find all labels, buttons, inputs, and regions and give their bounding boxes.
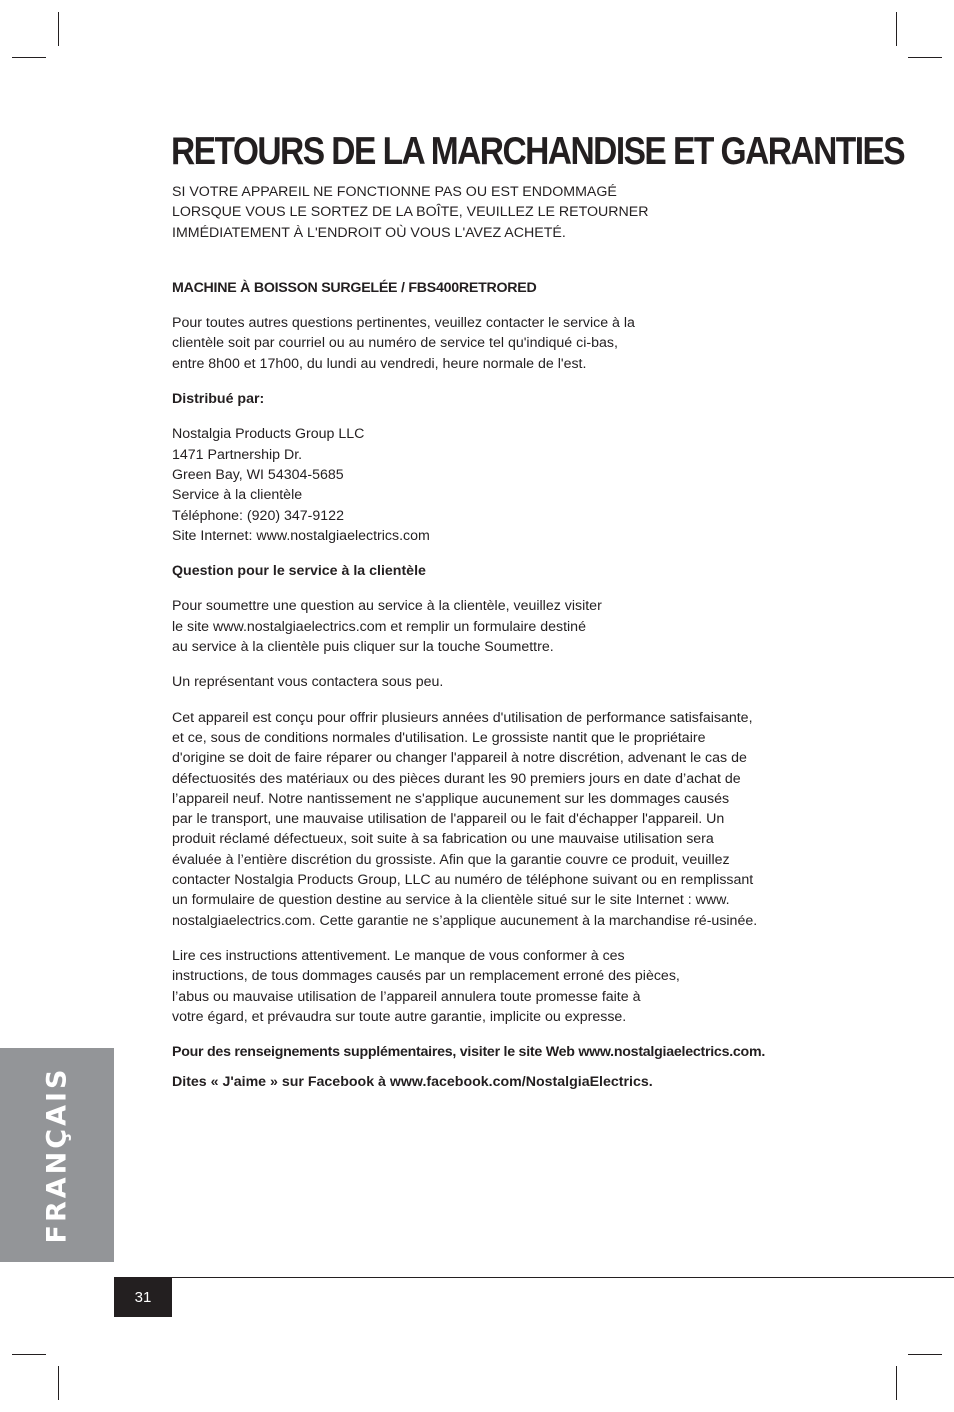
contact-line: clientèle soit par courriel ou au numéro de service tel qu'indiqué ci-bas, xyxy=(172,335,618,352)
question-line: le site www.nostalgiaelectrics.com et remplir un formulaire destiné xyxy=(172,618,586,635)
crop-mark xyxy=(12,57,46,58)
warranty-line: l’appareil neuf. Notre nantissement ne s'applique aucunement sur les dommages causés xyxy=(172,790,730,807)
intro-line: SI VOTRE APPAREIL NE FONCTIONNE PAS OU EST ENDOMMAGÉ xyxy=(172,184,617,200)
address-line: Green Bay, WI 54304-5685 xyxy=(172,466,344,483)
crop-mark xyxy=(896,1366,897,1400)
more-info-line: Pour des renseignements supplémentaires, visiter le site Web www.nostalgiaelectrics.com. xyxy=(172,1044,766,1061)
contact-line: entre 8h00 et 17h00, du lundi au vendredi, heure normale de l'est. xyxy=(172,355,587,372)
address-block xyxy=(172,424,832,546)
language-tab-label: FRANÇAIS xyxy=(41,1066,73,1244)
warranty-line: contacter Nostalgia Products Group, LLC au numéro de téléphone suivant ou en remplissant xyxy=(172,872,754,889)
instructions-line: Lire ces instructions attentivement. Le manque de vous conformer à ces xyxy=(172,947,625,964)
warranty-line: défectuosités des matériaux ou des pièces durant les 90 premiers jours en date d’achat de xyxy=(172,770,741,787)
crop-mark xyxy=(908,1354,942,1355)
crop-mark xyxy=(896,12,897,46)
address-line: Site Internet: www.nostalgiaelectrics.com xyxy=(172,527,430,544)
question-line: au service à la clientèle puis cliquer sur la touche Soumettre. xyxy=(172,639,554,656)
page-number: 31 xyxy=(114,1278,172,1317)
address-line: Téléphone: (920) 347-9122 xyxy=(172,507,344,524)
instructions-line: instructions, de tous dommages causés par un remplacement erroné des pièces, xyxy=(172,968,680,985)
warranty-line: Cet appareil est conçu pour offrir plusieurs années d'utilisation de performance satisfaisante, xyxy=(172,709,753,726)
distributed-label: Distribué par: xyxy=(172,391,265,408)
facebook-line: Dites « J'aime » sur Facebook à www.facebook.com/NostalgiaElectrics. xyxy=(172,1074,653,1091)
warranty-line: et ce, sous de conditions normales d'utilisation. Le grossiste nantit que le propriétaire xyxy=(172,729,706,746)
address-line: Nostalgia Products Group LLC xyxy=(172,426,365,443)
page-content xyxy=(172,182,832,1093)
crop-mark xyxy=(908,57,942,58)
warranty-line: un formulaire de question destine au service à la clientèle situé sur le site Internet : www. xyxy=(172,892,730,909)
page-title: RETOURS DE LA MARCHANDISE ET GARANTIES xyxy=(171,130,905,173)
instructions-paragraph xyxy=(172,946,832,1027)
question-line: Pour soumettre une question au service à la clientèle, veuillez visiter xyxy=(172,598,602,615)
warranty-line: nostalgiaelectrics.com. Cette garantie ne s’applique aucunement à la marchandise ré-usinée. xyxy=(172,912,758,929)
intro-line: IMMÉDIATEMENT À L'ENDROIT OÙ VOUS L'AVEZ ACHETÉ. xyxy=(172,224,566,241)
language-tab xyxy=(0,1048,114,1262)
warranty-line: évaluée à l’entière discrétion du grossiste. Afin que la garantie couvre ce produit, veuillez xyxy=(172,851,730,868)
warranty-line: par le transport, une mauvaise utilisation de l'appareil ou le fait d'échapper l'appareil. Un xyxy=(172,811,725,828)
question-heading: Question pour le service à la clientèle xyxy=(172,563,426,580)
crop-mark xyxy=(58,12,59,46)
address-line: Service à la clientèle xyxy=(172,487,303,504)
warranty-line: d'origine se doit de faire réparer ou changer l'appareil à notre discrétion, advenant le cas de xyxy=(172,750,747,767)
intro-line: LORSQUE VOUS LE SORTEZ DE LA BOÎTE, VEUILLEZ LE RETOURNER xyxy=(172,204,649,221)
product-heading: MACHINE À BOISSON SURGELÉE / FBS400RETRORED xyxy=(172,279,537,296)
representative-line: Un représentant vous contactera sous peu. xyxy=(172,674,444,691)
question-paragraph xyxy=(172,596,832,657)
warranty-paragraph xyxy=(172,708,832,931)
address-line: 1471 Partnership Dr. xyxy=(172,446,303,463)
warranty-line: produit réclamé défectueux, soit suite à sa fabrication ou une mauvaise utilisation sera xyxy=(172,831,714,848)
footer-rule xyxy=(114,1277,954,1278)
instructions-line: votre égard, et prévaudra sur toute autre garantie, implicite ou expresse. xyxy=(172,1008,627,1025)
contact-line: Pour toutes autres questions pertinentes, veuillez contacter le service à la xyxy=(172,315,635,332)
crop-mark xyxy=(12,1354,46,1355)
intro-warning xyxy=(172,182,832,243)
crop-mark xyxy=(58,1366,59,1400)
contact-paragraph xyxy=(172,313,832,374)
instructions-line: l’abus ou mauvaise utilisation de l’appareil annulera toute promesse faite à xyxy=(172,988,641,1005)
